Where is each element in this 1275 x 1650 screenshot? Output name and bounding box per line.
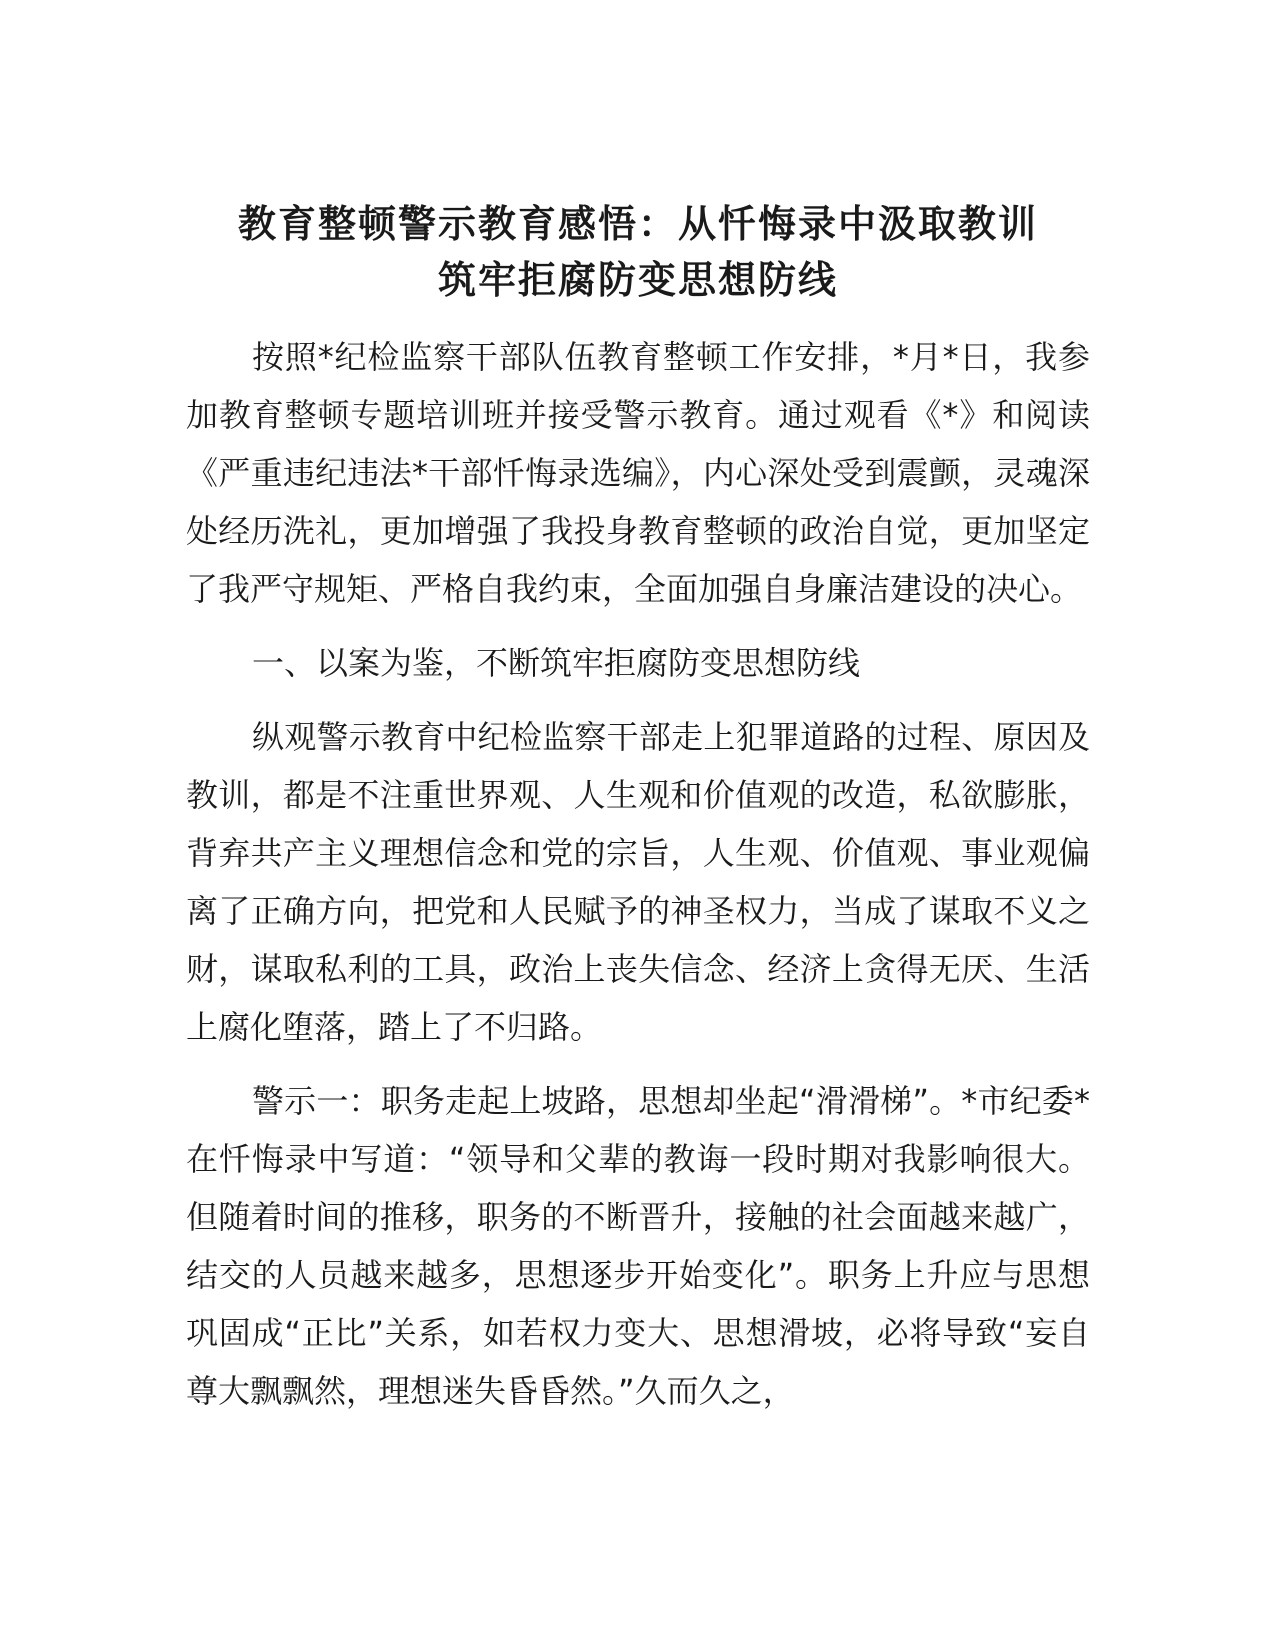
body-paragraph-2: 警示一：职务走起上坡路，思想却坐起“滑滑梯”。*市纪委*在忏悔录中写道：“领导和父辈的教诲一段时期对我影响很大。但随着时间的推移，职务的不断晋升，接触的社会面越来越广，结交的人员越来越多，思想逐步开始变化”。职务上升应与思想巩固成“正比”关系，如若权力变大、思想滑坡，必将导致“妄自尊大飘飘然，理想迷失昏昏然。”久而久之， [186, 1082, 1090, 1410]
title-line-1: 教育整顿警示教育感悟：从忏悔录中汲取教训 [237, 202, 1038, 246]
body-paragraph-1: 纵观警示教育中纪检监察干部走上犯罪道路的过程、原因及教训，都是不注重世界观、人生观和价值观的改造，私欲膨胀，背弃共产主义理想信念和党的宗旨，人生观、价值观、事业观偏离了正确方向，把党和人民赋予的神圣权力，当成了谋取不义之财，谋取私利的工具，政治上丧失信念、经济上贪得无厌、生活上腐化堕落，踏上了不归路。 [186, 718, 1090, 1046]
intro-paragraph: 按照*纪检监察干部队伍教育整顿工作安排，*月*日，我参加教育整顿专题培训班并接受警示教育。通过观看《*》和阅读《严重违纪违法*干部忏悔录选编》，内心深处受到震颤，灵魂深处经历洗礼，更加增强了我投身教育整顿的政治自觉，更加坚定了我严守规矩、严格自我约束，全面加强自身廉洁建设的决心。 [186, 338, 1090, 608]
section-heading-1: 一、以案为鉴，不断筑牢拒腐防变思想防线 [252, 644, 861, 682]
document-title [186, 196, 1090, 308]
title-line-2: 筑牢拒腐防变思想防线 [437, 258, 838, 302]
document-body [186, 196, 1090, 1420]
